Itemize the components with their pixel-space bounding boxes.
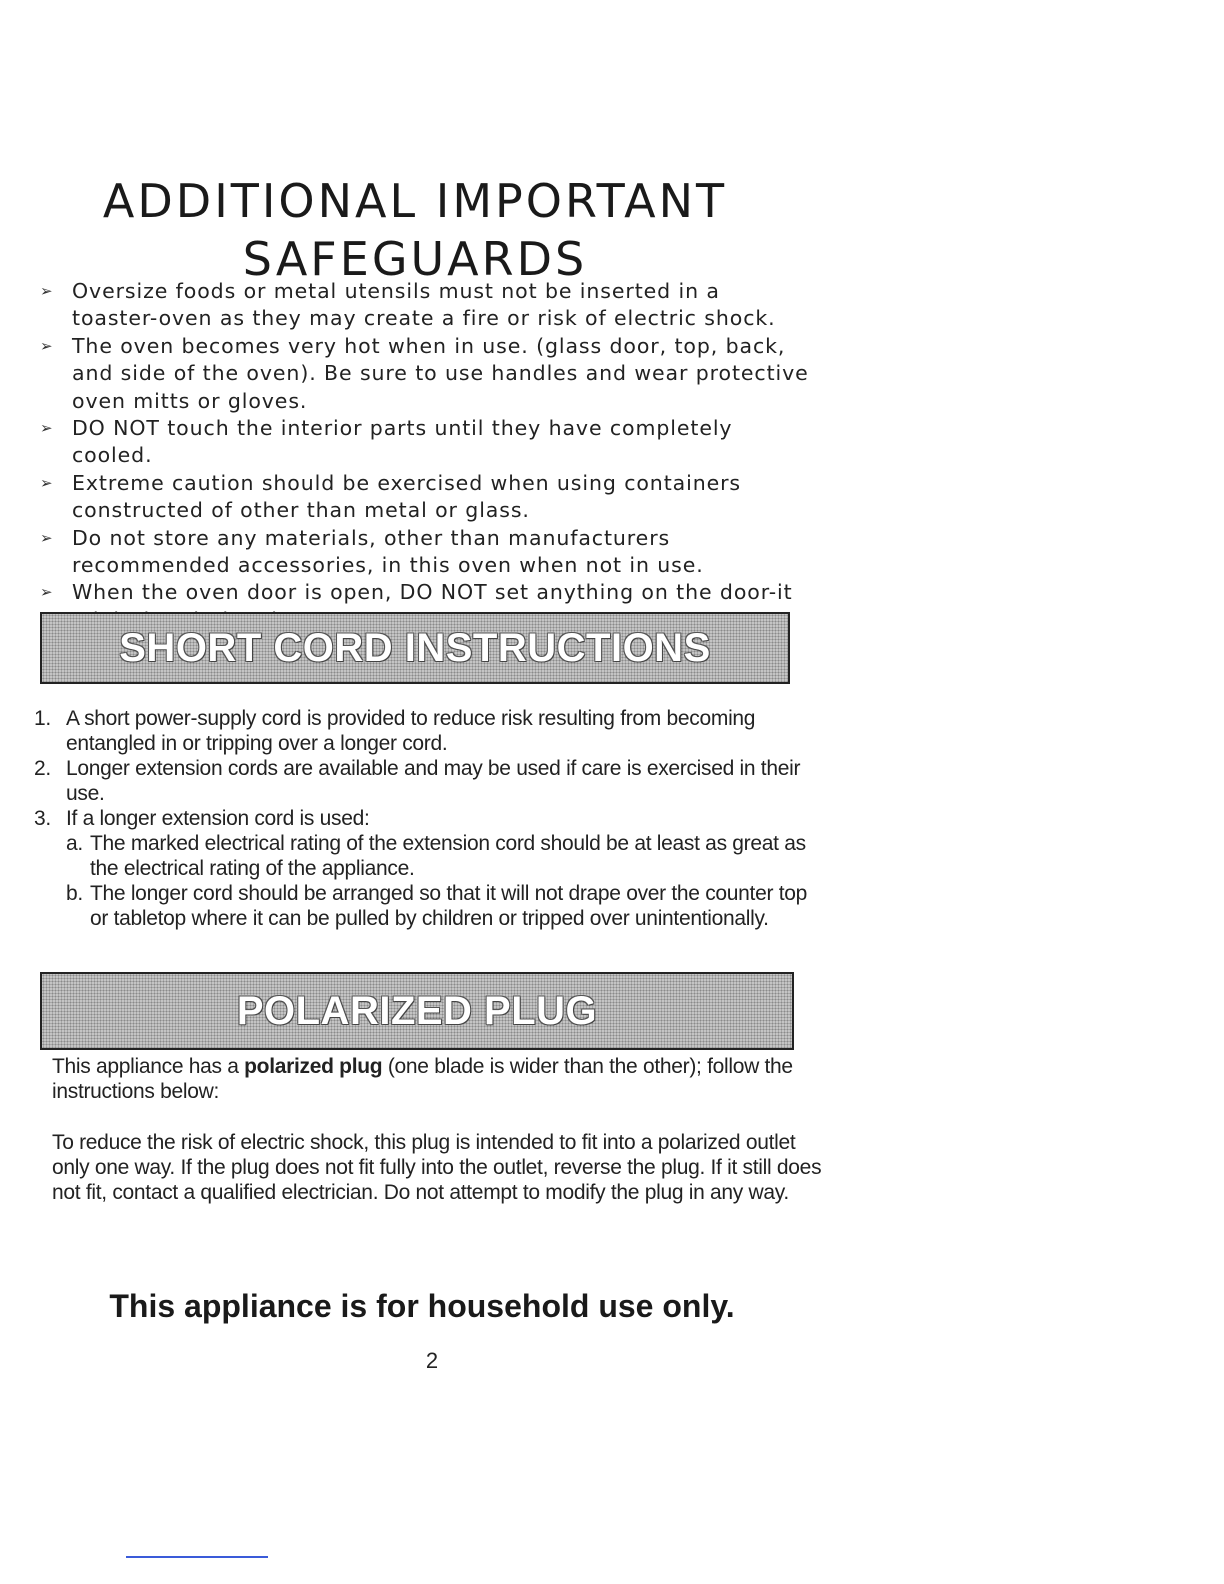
sub-item-text: The marked electrical rating of the extension cord should be at least as great as the electrical rating of the appliance. bbox=[90, 832, 806, 880]
safeguard-text: The oven becomes very hot when in use. (glass door, top, back, and side of the oven). Be sure to use handles and wear protective oven mitts or gloves. bbox=[72, 333, 809, 413]
arrow-bullet-icon: ➢ bbox=[40, 336, 54, 355]
sub-list bbox=[34, 831, 824, 931]
safeguard-text: When the oven door is open, DO NOT set anything on the door-it bbox=[72, 580, 793, 605]
safeguard-text: Do not store any materials, other than manufacturers recommended accessories, in this oven when not in use. bbox=[72, 525, 704, 578]
safeguard-text: DO NOT touch the interior parts until they have completely cooled. bbox=[72, 416, 733, 468]
item-number: 1. bbox=[34, 707, 51, 730]
safeguard-text: Oversize foods or metal utensils must not be inserted in a toaster-oven as they may create a fire or risk of electric shock. bbox=[72, 279, 776, 331]
intro-text-start: This appliance has a bbox=[52, 1055, 245, 1078]
sub-list-item bbox=[34, 831, 824, 881]
item-text: Longer extension cords are available and may be used if care is exercised in their use. bbox=[66, 757, 801, 805]
safeguards-list bbox=[40, 278, 810, 634]
polarized-plug-intro bbox=[52, 1054, 812, 1104]
list-item bbox=[40, 470, 810, 525]
sub-list-item bbox=[34, 881, 824, 931]
item-number: 3. bbox=[34, 807, 51, 830]
page-title-line-1: ADDITIONAL IMPORTANT bbox=[102, 174, 728, 228]
household-use-notice: This appliance is for household use only. bbox=[109, 1288, 735, 1324]
list-item bbox=[40, 333, 810, 415]
list-item bbox=[34, 706, 824, 756]
list-item bbox=[40, 525, 810, 580]
polarized-plug-heading: POLARIZED PLUG bbox=[236, 988, 598, 1033]
intro-text-end: (one blade is wider than the other); follow the instructions below: bbox=[52, 1055, 793, 1103]
polarized-plug-banner bbox=[40, 972, 794, 1050]
sub-item-letter: a. bbox=[66, 832, 83, 855]
item-text: A short power-supply cord is provided to reduce risk resulting from becoming entangled in or tripping over a longer cord. bbox=[66, 707, 756, 755]
sub-item-letter: b. bbox=[66, 882, 83, 905]
short-cord-list bbox=[34, 706, 824, 931]
sub-list-container bbox=[34, 831, 824, 931]
item-number: 2. bbox=[34, 757, 51, 780]
list-item bbox=[40, 415, 810, 470]
bottom-divider bbox=[126, 1556, 268, 1558]
list-item bbox=[34, 806, 824, 831]
list-item bbox=[40, 278, 810, 333]
page-number: 2 bbox=[425, 1348, 439, 1373]
polarized-plug-paragraph: To reduce the risk of electric shock, this plug is intended to fit into a polarized outlet only one way. If the plug does not fit fully into the outlet, reverse the plug. If it still does not fit, contact a qualified electrician. Do not attempt to modify the plug in any way. bbox=[52, 1131, 822, 1204]
safeguard-text: Extreme caution should be exercised when using containers constructed of other than metal or glass. bbox=[72, 470, 742, 523]
page-title-line-2: SAFEGUARDS bbox=[242, 232, 588, 286]
list-item bbox=[34, 756, 824, 806]
arrow-bullet-icon: ➢ bbox=[40, 528, 54, 547]
intro-bold-text: polarized plug bbox=[244, 1055, 383, 1078]
short-cord-heading: SHORT CORD INSTRUCTIONS bbox=[119, 625, 711, 670]
sub-item-text: The longer cord should be arranged so that it will not drape over the counter top or tabletop where it can be pulled by children or tripped over unintentionally. bbox=[90, 882, 807, 930]
arrow-bullet-icon: ➢ bbox=[40, 419, 54, 438]
arrow-bullet-icon: ➢ bbox=[40, 473, 54, 492]
arrow-bullet-icon: ➢ bbox=[40, 282, 54, 300]
arrow-bullet-icon: ➢ bbox=[40, 583, 54, 602]
item-text: If a longer extension cord is used: bbox=[66, 807, 370, 830]
short-cord-banner bbox=[40, 612, 790, 684]
